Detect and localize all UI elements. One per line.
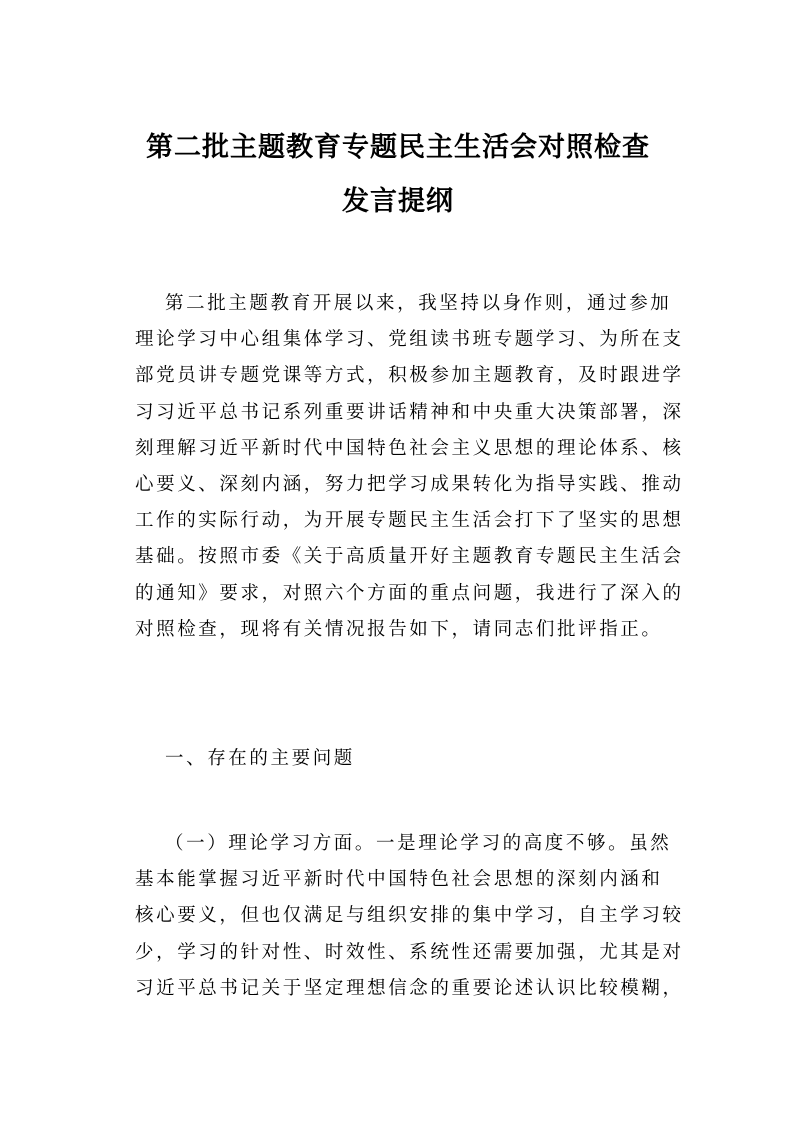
paragraph-line: 对照检查，现将有关情况报告如下，请同志们批评指正。 xyxy=(135,618,663,640)
document-title xyxy=(120,121,676,229)
section-heading-text: 一、存在的主要问题 xyxy=(165,748,355,769)
paragraph-line: 的通知》要求，对照六个方面的重点问题，我进行了深入的 xyxy=(135,582,684,604)
paragraph-line: （一）理论学习方面。一是理论学习的高度不够。虽然 xyxy=(165,833,672,854)
paragraph-line: 少，学习的针对性、时效性、系统性还需要加强，尤其是对 xyxy=(135,941,684,963)
paragraph-line: 习习近平总书记系列重要讲话精神和中央重大决策部署，深 xyxy=(135,401,684,423)
paragraph-line: 基本能掌握习近平新时代中国特色社会思想的深刻内涵和 xyxy=(135,869,663,891)
paragraph-line: 部党员讲专题党课等方式，积极参加主题教育，及时跟进学 xyxy=(135,365,684,387)
paragraph-line: 基础。按照市委《关于高质量开好主题教育专题民主生活会 xyxy=(135,546,684,568)
title-line: 第二批主题教育专题民主生活会对照检查 xyxy=(146,132,650,163)
title-line: 发言提纲 xyxy=(342,186,454,217)
paragraph-line: 习近平总书记关于坚定理想信念的重要论述认识比较模糊， xyxy=(135,977,684,999)
paragraph-line: 第二批主题教育开展以来，我坚持以身作则，通过参加 xyxy=(165,293,672,314)
section-heading xyxy=(135,741,675,777)
paragraph-line: 心要义、深刻内涵，努力把学习成果转化为指导实践、推动 xyxy=(135,474,684,496)
paragraph-line: 核心要义，但也仅满足与组织安排的集中学习，自主学习较 xyxy=(135,905,684,927)
theory-study-paragraph xyxy=(135,826,684,1007)
paragraph-line: 刻理解习近平新时代中国特色社会主义思想的理论体系、核 xyxy=(135,437,684,459)
intro-paragraph xyxy=(135,286,684,648)
paragraph-line: 工作的实际行动，为开展专题民主生活会打下了坚实的思想 xyxy=(135,510,684,532)
paragraph-line: 理论学习中心组集体学习、党组读书班专题学习、为所在支 xyxy=(135,329,684,351)
